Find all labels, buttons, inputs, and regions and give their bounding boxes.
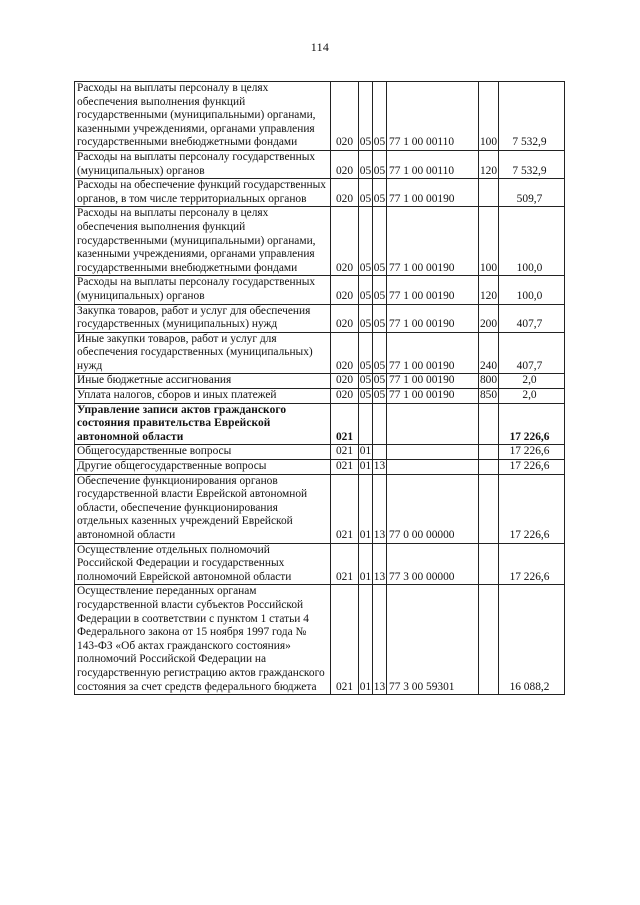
section-code-cell: 05 — [359, 179, 373, 207]
expense-type-cell — [479, 403, 499, 445]
subsection-code-cell: 13 — [373, 543, 387, 585]
grbs-code-cell: 020 — [331, 150, 359, 178]
target-article-cell: 77 0 00 00000 — [387, 474, 479, 543]
target-article-cell: 77 1 00 00190 — [387, 304, 479, 332]
amount-cell: 17 226,6 — [499, 460, 565, 475]
table-row — [75, 585, 565, 695]
section-code-cell: 05 — [359, 389, 373, 404]
grbs-code-cell: 020 — [331, 179, 359, 207]
expense-type-cell: 240 — [479, 332, 499, 374]
page-number: 114 — [310, 40, 330, 54]
item-name-cell: Расходы на выплаты персоналу государственных (муниципальных) органов — [75, 150, 331, 178]
item-name-cell: Уплата налогов, сборов и иных платежей — [75, 389, 331, 404]
expense-type-cell — [479, 460, 499, 475]
grbs-code-cell: 021 — [331, 460, 359, 475]
expense-type-cell: 120 — [479, 150, 499, 178]
target-article-cell — [387, 460, 479, 475]
expense-type-cell: 200 — [479, 304, 499, 332]
item-name-cell: Осуществление переданных органам государственной власти субъектов Российской Федерации в соответствии с пунктом 1 статьи 4 Федерального закона от 15 ноября 1997 года № 143-ФЗ «Об актах гражданского состояния» полномочий Российской Федерации на государственную регистрацию актов гражданского состояния за счет средств федерального бюджета — [75, 585, 331, 695]
expense-type-cell — [479, 585, 499, 695]
subsection-code-cell: 05 — [373, 150, 387, 178]
section-code-cell: 05 — [359, 207, 373, 276]
amount-cell: 17 226,6 — [499, 445, 565, 460]
subsection-code-cell — [373, 403, 387, 445]
item-name-cell: Иные бюджетные ассигнования — [75, 374, 331, 389]
expense-type-cell: 100 — [479, 207, 499, 276]
subsection-code-cell: 05 — [373, 304, 387, 332]
expense-type-cell — [479, 179, 499, 207]
target-article-cell: 77 1 00 00190 — [387, 389, 479, 404]
amount-cell: 407,7 — [499, 332, 565, 374]
table-row — [75, 332, 565, 374]
expense-type-cell — [479, 445, 499, 460]
item-name-cell: Расходы на выплаты персоналу в целях обеспечения выполнения функций государственными (муниципальными) органами, казенными учреждениями, органами управления государственными внебюджетными фондами — [75, 207, 331, 276]
grbs-code-cell: 021 — [331, 403, 359, 445]
target-article-cell: 77 3 00 59301 — [387, 585, 479, 695]
grbs-code-cell: 020 — [331, 389, 359, 404]
item-name-cell: Расходы на выплаты персоналу в целях обеспечения выполнения функций государственными (муниципальными) органами, казенными учреждениями, органами управления государственными внебюджетными фондами — [75, 82, 331, 151]
expense-type-cell: 800 — [479, 374, 499, 389]
target-article-cell: 77 1 00 00110 — [387, 150, 479, 178]
table-row — [75, 179, 565, 207]
item-name-cell: Общегосударственные вопросы — [75, 445, 331, 460]
grbs-code-cell: 020 — [331, 332, 359, 374]
subsection-code-cell: 05 — [373, 179, 387, 207]
section-code-cell — [359, 403, 373, 445]
subsection-code-cell — [373, 445, 387, 460]
amount-cell: 407,7 — [499, 304, 565, 332]
table-row — [75, 374, 565, 389]
section-code-cell: 01 — [359, 445, 373, 460]
amount-cell: 2,0 — [499, 374, 565, 389]
budget-table — [74, 81, 565, 695]
subsection-code-cell: 13 — [373, 585, 387, 695]
table-row — [75, 403, 565, 445]
amount-cell: 17 226,6 — [499, 543, 565, 585]
expense-type-cell: 120 — [479, 276, 499, 304]
section-code-cell: 01 — [359, 474, 373, 543]
target-article-cell: 77 1 00 00110 — [387, 82, 479, 151]
amount-cell: 17 226,6 — [499, 403, 565, 445]
grbs-code-cell: 021 — [331, 474, 359, 543]
amount-cell: 100,0 — [499, 276, 565, 304]
subsection-code-cell: 05 — [373, 276, 387, 304]
grbs-code-cell: 020 — [331, 374, 359, 389]
item-name-cell: Обеспечение функционирования органов государственной власти Еврейской автономной области, обеспечение функционирования отдельных казенных учреждений Еврейской автономной области — [75, 474, 331, 543]
section-code-cell: 01 — [359, 460, 373, 475]
section-code-cell: 05 — [359, 304, 373, 332]
amount-cell: 7 532,9 — [499, 82, 565, 151]
target-article-cell: 77 1 00 00190 — [387, 332, 479, 374]
table-row — [75, 82, 565, 151]
subsection-code-cell: 05 — [373, 389, 387, 404]
table-row — [75, 304, 565, 332]
amount-cell: 7 532,9 — [499, 150, 565, 178]
item-name-cell: Иные закупки товаров, работ и услуг для обеспечения государственных (муниципальных) нужд — [75, 332, 331, 374]
table-row — [75, 389, 565, 404]
amount-cell: 100,0 — [499, 207, 565, 276]
target-article-cell: 77 1 00 00190 — [387, 207, 479, 276]
section-code-cell: 05 — [359, 82, 373, 151]
subsection-code-cell: 05 — [373, 374, 387, 389]
section-code-cell: 05 — [359, 276, 373, 304]
table-row — [75, 207, 565, 276]
item-name-cell: Другие общегосударственные вопросы — [75, 460, 331, 475]
item-name-cell: Управление записи актов гражданского состояния правительства Еврейской автономной области — [75, 403, 331, 445]
expense-type-cell: 100 — [479, 82, 499, 151]
subsection-code-cell: 13 — [373, 474, 387, 543]
amount-cell: 2,0 — [499, 389, 565, 404]
target-article-cell: 77 1 00 00190 — [387, 276, 479, 304]
table-row — [75, 543, 565, 585]
target-article-cell — [387, 445, 479, 460]
table-row — [75, 474, 565, 543]
section-code-cell: 01 — [359, 543, 373, 585]
subsection-code-cell: 05 — [373, 332, 387, 374]
grbs-code-cell: 020 — [331, 304, 359, 332]
item-name-cell: Расходы на обеспечение функций государственных органов, в том числе территориальных органов — [75, 179, 331, 207]
amount-cell: 16 088,2 — [499, 585, 565, 695]
amount-cell: 509,7 — [499, 179, 565, 207]
target-article-cell: 77 1 00 00190 — [387, 374, 479, 389]
grbs-code-cell: 020 — [331, 207, 359, 276]
table-row — [75, 445, 565, 460]
target-article-cell — [387, 403, 479, 445]
grbs-code-cell: 021 — [331, 543, 359, 585]
amount-cell: 17 226,6 — [499, 474, 565, 543]
table-row — [75, 460, 565, 475]
item-name-cell: Закупка товаров, работ и услуг для обеспечения государственных (муниципальных) нужд — [75, 304, 331, 332]
grbs-code-cell: 020 — [331, 82, 359, 151]
expense-type-cell — [479, 543, 499, 585]
item-name-cell: Осуществление отдельных полномочий Российской Федерации и государственных полномочий Еврейской автономной области — [75, 543, 331, 585]
target-article-cell: 77 1 00 00190 — [387, 179, 479, 207]
grbs-code-cell: 021 — [331, 585, 359, 695]
section-code-cell: 05 — [359, 374, 373, 389]
section-code-cell: 05 — [359, 332, 373, 374]
expense-type-cell: 850 — [479, 389, 499, 404]
item-name-cell: Расходы на выплаты персоналу государственных (муниципальных) органов — [75, 276, 331, 304]
subsection-code-cell: 05 — [373, 82, 387, 151]
section-code-cell: 01 — [359, 585, 373, 695]
section-code-cell: 05 — [359, 150, 373, 178]
table-body — [75, 82, 565, 695]
expense-type-cell — [479, 474, 499, 543]
target-article-cell: 77 3 00 00000 — [387, 543, 479, 585]
grbs-code-cell: 020 — [331, 276, 359, 304]
subsection-code-cell: 05 — [373, 207, 387, 276]
table-row — [75, 150, 565, 178]
grbs-code-cell: 021 — [331, 445, 359, 460]
subsection-code-cell: 13 — [373, 460, 387, 475]
table-row — [75, 276, 565, 304]
